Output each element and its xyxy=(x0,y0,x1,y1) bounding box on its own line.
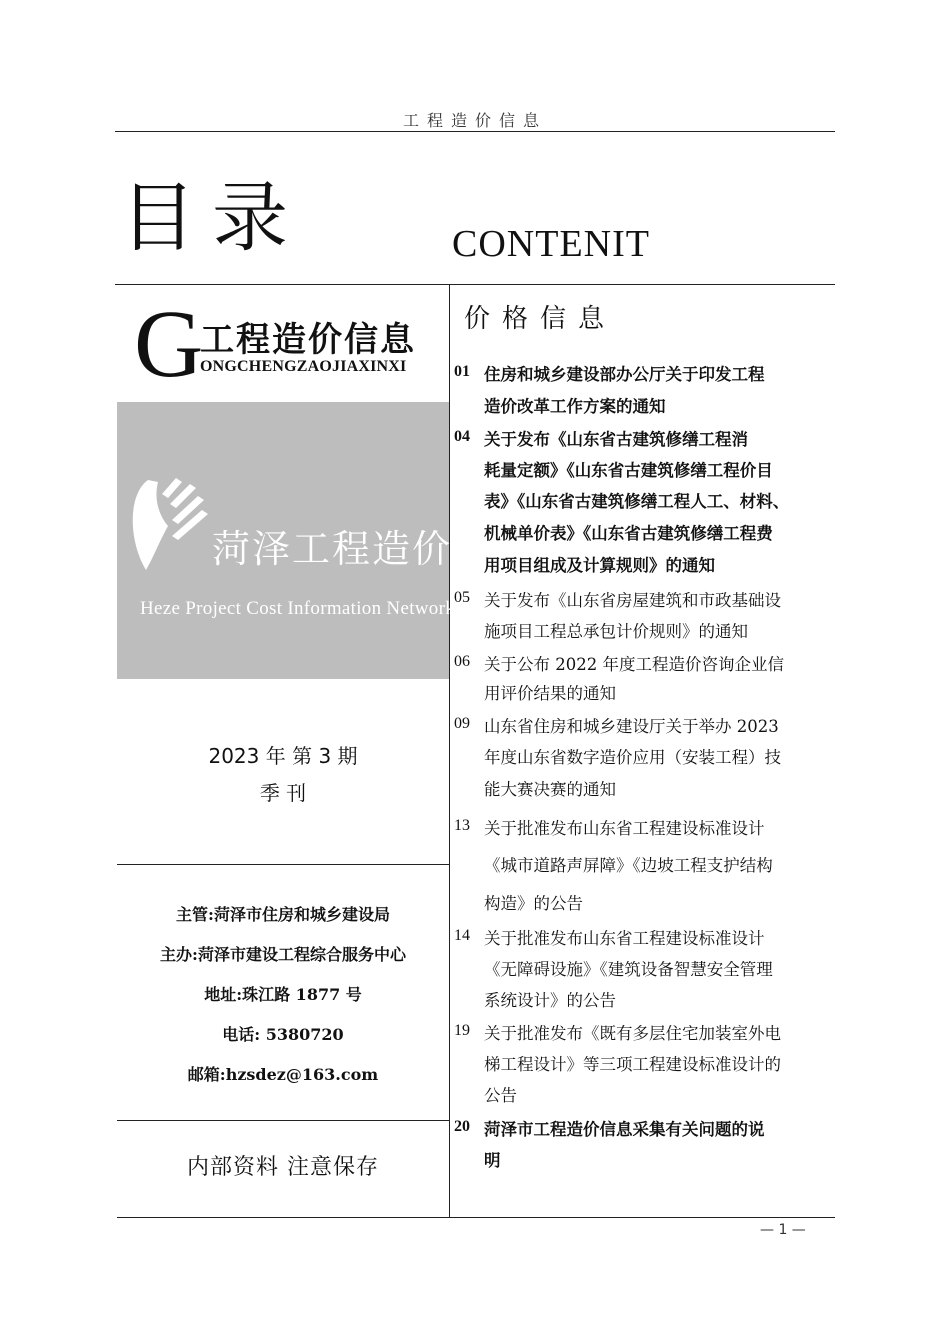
toc-line: 耗量定额》《山东省古建筑修缮工程价目 xyxy=(484,461,773,480)
toc-page: 06 xyxy=(454,653,470,670)
toc-line: 表》《山东省古建筑修缮工程人工、材料、 xyxy=(484,492,790,511)
toc-line: 梯工程设计》等三项工程建设标准设计的 xyxy=(484,1055,781,1074)
toc-line: 关于发布《山东省房屋建筑和市政基础设 xyxy=(484,591,781,610)
section-title: 价格信息 xyxy=(464,304,617,334)
toc-page: 05 xyxy=(454,589,470,606)
logo-letter: G xyxy=(134,290,204,397)
toc-page: 13 xyxy=(454,817,470,834)
toc-line: 关于批准发布《既有多层住宅加装室外电 xyxy=(484,1024,781,1043)
toc-page: 09 xyxy=(454,715,470,732)
logo-pinyin: ONGCHENGZAOJIAXINXI xyxy=(200,358,407,375)
publisher-sponsor: 主办:菏泽市建设工程综合服务中心 xyxy=(160,945,406,964)
running-header: 工程造价信息 xyxy=(402,111,547,130)
toc-page: 04 xyxy=(454,428,470,445)
toc-line: 用项目组成及计算规则》的通知 xyxy=(484,556,715,575)
banner-name-cn: 菏泽工程造价 xyxy=(212,527,453,571)
toc-line: 关于公布 2022 年度工程造价咨询企业信 xyxy=(484,655,784,674)
toc-line: 关于批准发布山东省工程建设标准设计 xyxy=(484,929,765,948)
toc-line: 菏泽市工程造价信息采集有关问题的说 xyxy=(484,1120,765,1139)
toc-page: 19 xyxy=(454,1022,470,1039)
toc-line: 《城市道路声屏障》《边坡工程支护结构 xyxy=(484,856,773,875)
publisher-rule xyxy=(117,1120,449,1121)
issue-rule xyxy=(117,864,449,865)
toc-line: 机械单价表》《山东省古建筑修缮工程费 xyxy=(484,524,773,543)
page-number: — 1 — xyxy=(760,1222,806,1238)
banner-logo-icon xyxy=(128,470,212,580)
publisher-email: 邮箱:hzsdez@163.com xyxy=(187,1065,379,1084)
toc-line: 关于发布《山东省古建筑修缮工程消 xyxy=(484,430,748,449)
column-divider xyxy=(449,284,450,1218)
toc-page: 01 xyxy=(454,363,470,380)
page-title-english: CONTENIT xyxy=(452,223,650,265)
toc-line: 造价改革工作方案的通知 xyxy=(484,397,666,416)
header-rule xyxy=(115,131,835,132)
toc-line: 能大赛决赛的通知 xyxy=(484,780,616,799)
toc-line: 构造》的公告 xyxy=(484,894,583,913)
toc-page: 14 xyxy=(454,927,470,944)
toc-line: 年度山东省数字造价应用（安装工程）技 xyxy=(484,748,781,767)
internal-notice: 内部资料 注意保存 xyxy=(187,1155,379,1180)
banner-name-en: Heze Project Cost Information Network xyxy=(140,598,456,619)
toc-line: 关于批准发布山东省工程建设标准设计 xyxy=(484,819,765,838)
publisher-supervisor: 主管:菏泽市住房和城乡建设局 xyxy=(176,905,390,924)
toc-line: 施项目工程总承包计价规则》的通知 xyxy=(484,622,748,641)
issue-frequency: 季 刊 xyxy=(259,781,307,805)
page-title: 目录 xyxy=(120,173,304,262)
publisher-phone: 电话: 5380720 xyxy=(222,1025,344,1044)
title-rule xyxy=(115,284,835,285)
publisher-address: 地址:珠江路 1877 号 xyxy=(204,985,362,1004)
footer-rule xyxy=(117,1217,835,1218)
logo-name: 工程造价信息 xyxy=(200,320,416,360)
toc-line: 《无障碍设施》《建筑设备智慧安全管理 xyxy=(484,960,773,979)
toc-line: 系统设计》的公告 xyxy=(484,991,616,1010)
toc-line: 公告 xyxy=(484,1086,517,1105)
toc-line: 用评价结果的通知 xyxy=(484,684,616,703)
issue-number: 2023 年 第 3 期 xyxy=(208,744,358,768)
toc-line: 住房和城乡建设部办公厅关于印发工程 xyxy=(484,365,765,384)
toc-line: 明 xyxy=(484,1151,501,1170)
toc-line: 山东省住房和城乡建设厅关于举办 2023 xyxy=(484,717,779,736)
toc-page: 20 xyxy=(454,1118,470,1135)
